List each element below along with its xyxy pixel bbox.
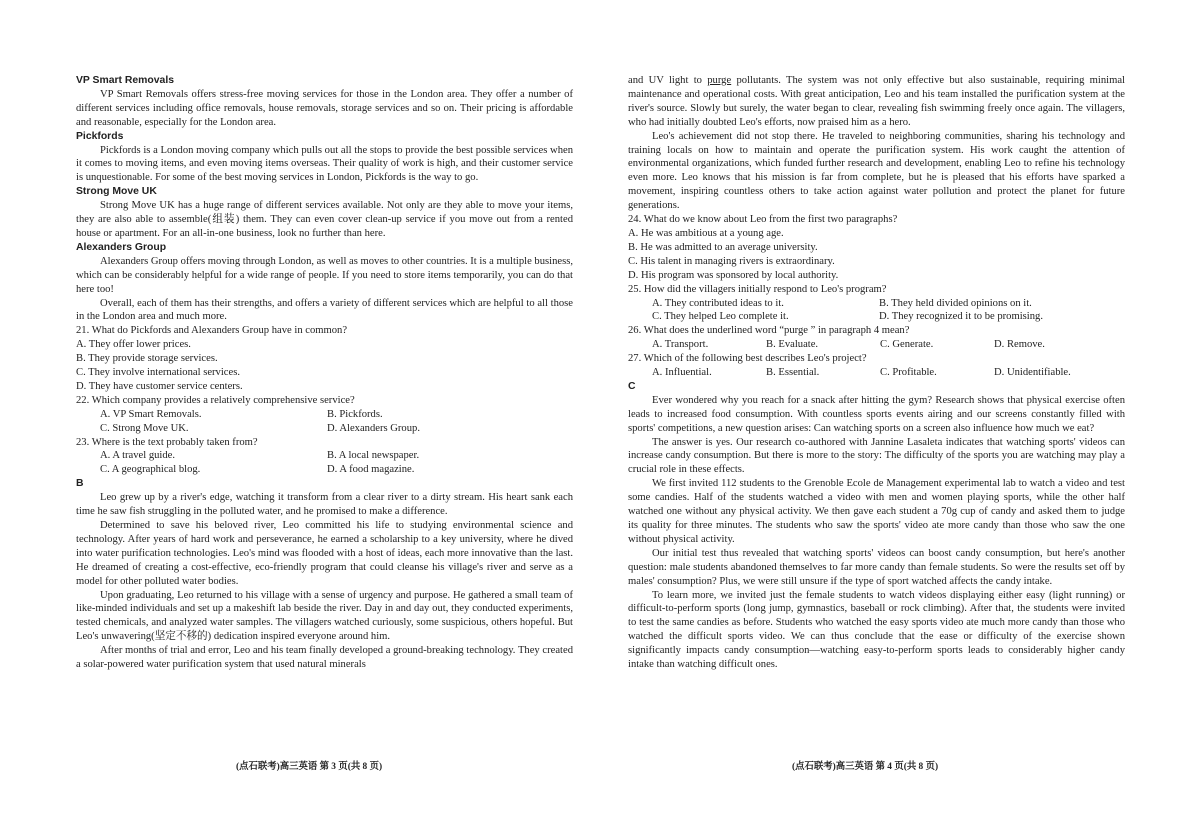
- q23-option-a: A. A travel guide.: [100, 450, 176, 462]
- q22-option-d: D. Alexanders Group.: [327, 422, 420, 434]
- passage-c-paragraph-4: Our initial test thus revealed that watching sports' videos can boost candy consumption, but here's another question: male students abandoned themselves to far more candy than female students. So were the results set off by males' consumption? Plus, we were still unsure if the type of sport watched affects the candy intake.: [628, 547, 1125, 587]
- q26-option-b: B. Evaluate.: [766, 339, 819, 351]
- q23-option-b: B. A local newspaper.: [327, 450, 420, 462]
- q21-option-c: C. They involve international services.: [76, 367, 240, 379]
- q27-options-row: [652, 366, 1125, 380]
- company-heading-alexanders: Alexanders Group: [76, 241, 167, 253]
- q27-option-b: B. Essential.: [766, 367, 820, 379]
- passage-b-paragraph-1: Leo grew up by a river's edge, watching it transform from a clear river to a dirty stream. His heart sank each time he saw fish struggling in the polluted water, and he promised to make a difference.: [76, 492, 573, 518]
- q26-option-a: A. Transport.: [652, 339, 709, 351]
- q21-option-a: A. They offer lower prices.: [76, 339, 191, 351]
- paragraph-vp: VP Smart Removals offers stress-free moving services for those in the London area. They offer a number of different services including office removals, house removals, storage services and so on. Their pricing is affordable and reasonable, especially for the London area.: [76, 88, 573, 128]
- question-24: 24. What do we know about Leo from the first two paragraphs?: [628, 214, 898, 226]
- underlined-word-purge: purge: [707, 75, 732, 86]
- company-heading-strong-move: Strong Move UK: [76, 186, 157, 198]
- q21-option-b: B. They provide storage services.: [76, 353, 218, 365]
- question-21: 21. What do Pickfords and Alexanders Group have in common?: [76, 325, 348, 337]
- section-heading-c: C: [628, 380, 636, 392]
- q22-options-row-1: [100, 408, 573, 422]
- q26-options-row: [652, 338, 1125, 352]
- passage-b-paragraph-5: Leo's achievement did not stop there. He traveled to neighboring communities, sharing his technology and training locals on how to maintain and operate the purification system. His work caught the attention of environmental organizations, which funded further research and development, enabling Leo to refine his technology even more. Leo knows that his mission is far from complete, but he is pleased that his efforts have sparked a movement, inspiring countless others to take action against water pollution and protect the planet for future generations.: [628, 130, 1125, 212]
- paragraph-overall: Overall, each of them has their strengths, and offers a variety of different services which are helpful to all those in the London area and much more.: [76, 297, 573, 323]
- page-footer-right: (点石联考)高三英语 第 4 页(共 8 页): [792, 762, 939, 772]
- q25-options-row-2: [652, 310, 1125, 324]
- left-page-column: [76, 74, 573, 672]
- passage-b-paragraph-4-continued: [628, 74, 1125, 130]
- passage-c-paragraph-3: We first invited 112 students to the Grenoble Ecole de Management experimental lab to watch a video and test some candies. Half of the students watched a video with men and women playing sports, while the other half watched one without any physical activity. We then gave each student a 70g cup of candy and asked them to judge its quality for three minutes. The students who saw the sports' video ate more candy than those who saw the one without physical activity.: [628, 478, 1125, 545]
- q25-option-a: A. They contributed ideas to it.: [652, 297, 784, 309]
- q25-option-b: B. They held divided opinions on it.: [879, 297, 1032, 309]
- q27-option-a: A. Influential.: [652, 367, 712, 379]
- page-footer-left: (点石联考)高三英语 第 3 页(共 8 页): [236, 762, 383, 772]
- p4-text-end: pollutants. The system was not only effective but also sustainable, requiring minimal maintenance and operational costs. With great anticipation, Leo and his team installed the purification system at the river's source. Slowly but surely, the water began to clear, revealing fish swimming freely once again. The villagers, who had initially doubted Leo's efforts, now praised him as a hero.: [628, 75, 1125, 128]
- q24-option-a: A. He was ambitious at a young age.: [628, 227, 784, 239]
- passage-b-paragraph-2: Determined to save his beloved river, Leo committed his life to studying environmental science and technology. After years of hard work and perseverance, he earned a scholarship to a key university, where he dived into water purification technologies. Leo's mind was flooded with a host of ideas, each more innovative than the last. He dreamed of creating a cost-effective, eco-friendly program that could cleanse his village's river and serve as a model for other polluted water bodies.: [76, 520, 573, 587]
- q27-option-c: C. Profitable.: [880, 367, 937, 379]
- q23-option-c: C. A geographical blog.: [100, 464, 201, 476]
- q22-option-c: C. Strong Move UK.: [100, 422, 189, 434]
- passage-b-paragraph-4-start: After months of trial and error, Leo and his team finally developed a ground-breaking technology. They created a solar-powered water purification system that used natural minerals: [76, 645, 573, 671]
- question-26: 26. What does the underlined word “purge ” in paragraph 4 mean?: [628, 325, 910, 337]
- question-25: 25. How did the villagers initially respond to Leo's program?: [628, 283, 887, 295]
- q27-option-d: D. Unidentifiable.: [994, 367, 1071, 379]
- passage-c-paragraph-5: To learn more, we invited just the female students to watch videos displaying either easy (light running) or difficult-to-perform sports (long jump, gymnastics, baseball or rock climbing). After that, the students were invited to test the same candies as before. Students who watched the easy sports video ate much more candy than those who watched the difficult sports video. We can thus conclude that the ease or difficulty of the exercise shown significantly impacts candy consumption—watching easy-to-perform sports leads to considerably higher candy intake than watching difficult ones.: [628, 589, 1125, 671]
- passage-c-paragraph-1: Ever wondered why you reach for a snack after hitting the gym? Research shows that physical exercise often leads to increased food consumption. With countless sports events airing and our screens constantly filled with sports' competitions, a new question arises: Can watching sports on a screen also influence how much we eat?: [628, 394, 1125, 434]
- q21-option-d: D. They have customer service centers.: [76, 380, 243, 392]
- paragraph-strong-move: Strong Move UK has a huge range of different services available. Not only are they able to move your items, they are also able to assemble(组装) them. They can even cover clean-up service if you move out from a rented house or apartment. For an all-in-one business, look no further than here.: [76, 200, 573, 239]
- q24-option-b: B. He was admitted to an average university.: [628, 241, 818, 253]
- q22-option-a: A. VP Smart Removals.: [100, 408, 202, 420]
- q25-option-c: C. They helped Leo complete it.: [652, 311, 789, 323]
- q26-option-c: C. Generate.: [880, 339, 934, 351]
- q22-options-row-2: [100, 422, 573, 436]
- paragraph-pickfords: Pickfords is a London moving company which pulls out all the stops to provide the best possible services when it comes to moving items, and even moving items overseas. Their quality of work is high, and their customer service is unquestionable. For some of the best moving services in London, Pickfords is the way to go.: [76, 144, 573, 184]
- q23-option-d: D. A food magazine.: [327, 464, 415, 476]
- q26-option-d: D. Remove.: [994, 339, 1045, 351]
- q23-options-row-2: [100, 463, 573, 477]
- q22-option-b: B. Pickfords.: [327, 408, 383, 420]
- right-page-column: [628, 74, 1125, 672]
- q23-options-row-1: [100, 449, 573, 463]
- company-heading-pickfords: Pickfords: [76, 130, 124, 142]
- passage-c-paragraph-2: The answer is yes. Our research co-authored with Jannine Lasaleta indicates that watching sports' videos can increase candy consumption. But there is more to the story: The difficulty of the sports you are watching may play a crucial role in these effects.: [628, 436, 1125, 476]
- passage-b-paragraph-3: Upon graduating, Leo returned to his village with a sense of urgency and purpose. He gathered a small team of like-minded individuals and set up a makeshift lab beside the river. Day in and day out, they conducted experiments, tested chemicals, and analyzed water samples. The villagers watched curiously, some suspicious, others hopeful. But Leo's unwavering(坚定不移的) dedication inspired everyone around him.: [76, 589, 573, 643]
- question-27: 27. Which of the following best describes Leo's project?: [628, 353, 867, 365]
- p4-text-start: and UV light to: [628, 75, 708, 86]
- q24-option-d: D. His program was sponsored by local authority.: [628, 269, 839, 281]
- company-heading-vp: VP Smart Removals: [76, 75, 174, 86]
- q24-option-c: C. His talent in managing rivers is extraordinary.: [628, 255, 835, 267]
- section-heading-b: B: [76, 478, 84, 490]
- question-23: 23. Where is the text probably taken from?: [76, 436, 258, 448]
- q25-option-d: D. They recognized it to be promising.: [879, 311, 1043, 323]
- q25-options-row-1: [652, 297, 1125, 311]
- question-22: 22. Which company provides a relatively comprehensive service?: [76, 394, 355, 406]
- paragraph-alexanders: Alexanders Group offers moving through London, as well as moves to other countries. It is a multiple business, which can be considerably helpful for a wide range of people. If you need to store items temporarily, you can do that here too!: [76, 255, 573, 295]
